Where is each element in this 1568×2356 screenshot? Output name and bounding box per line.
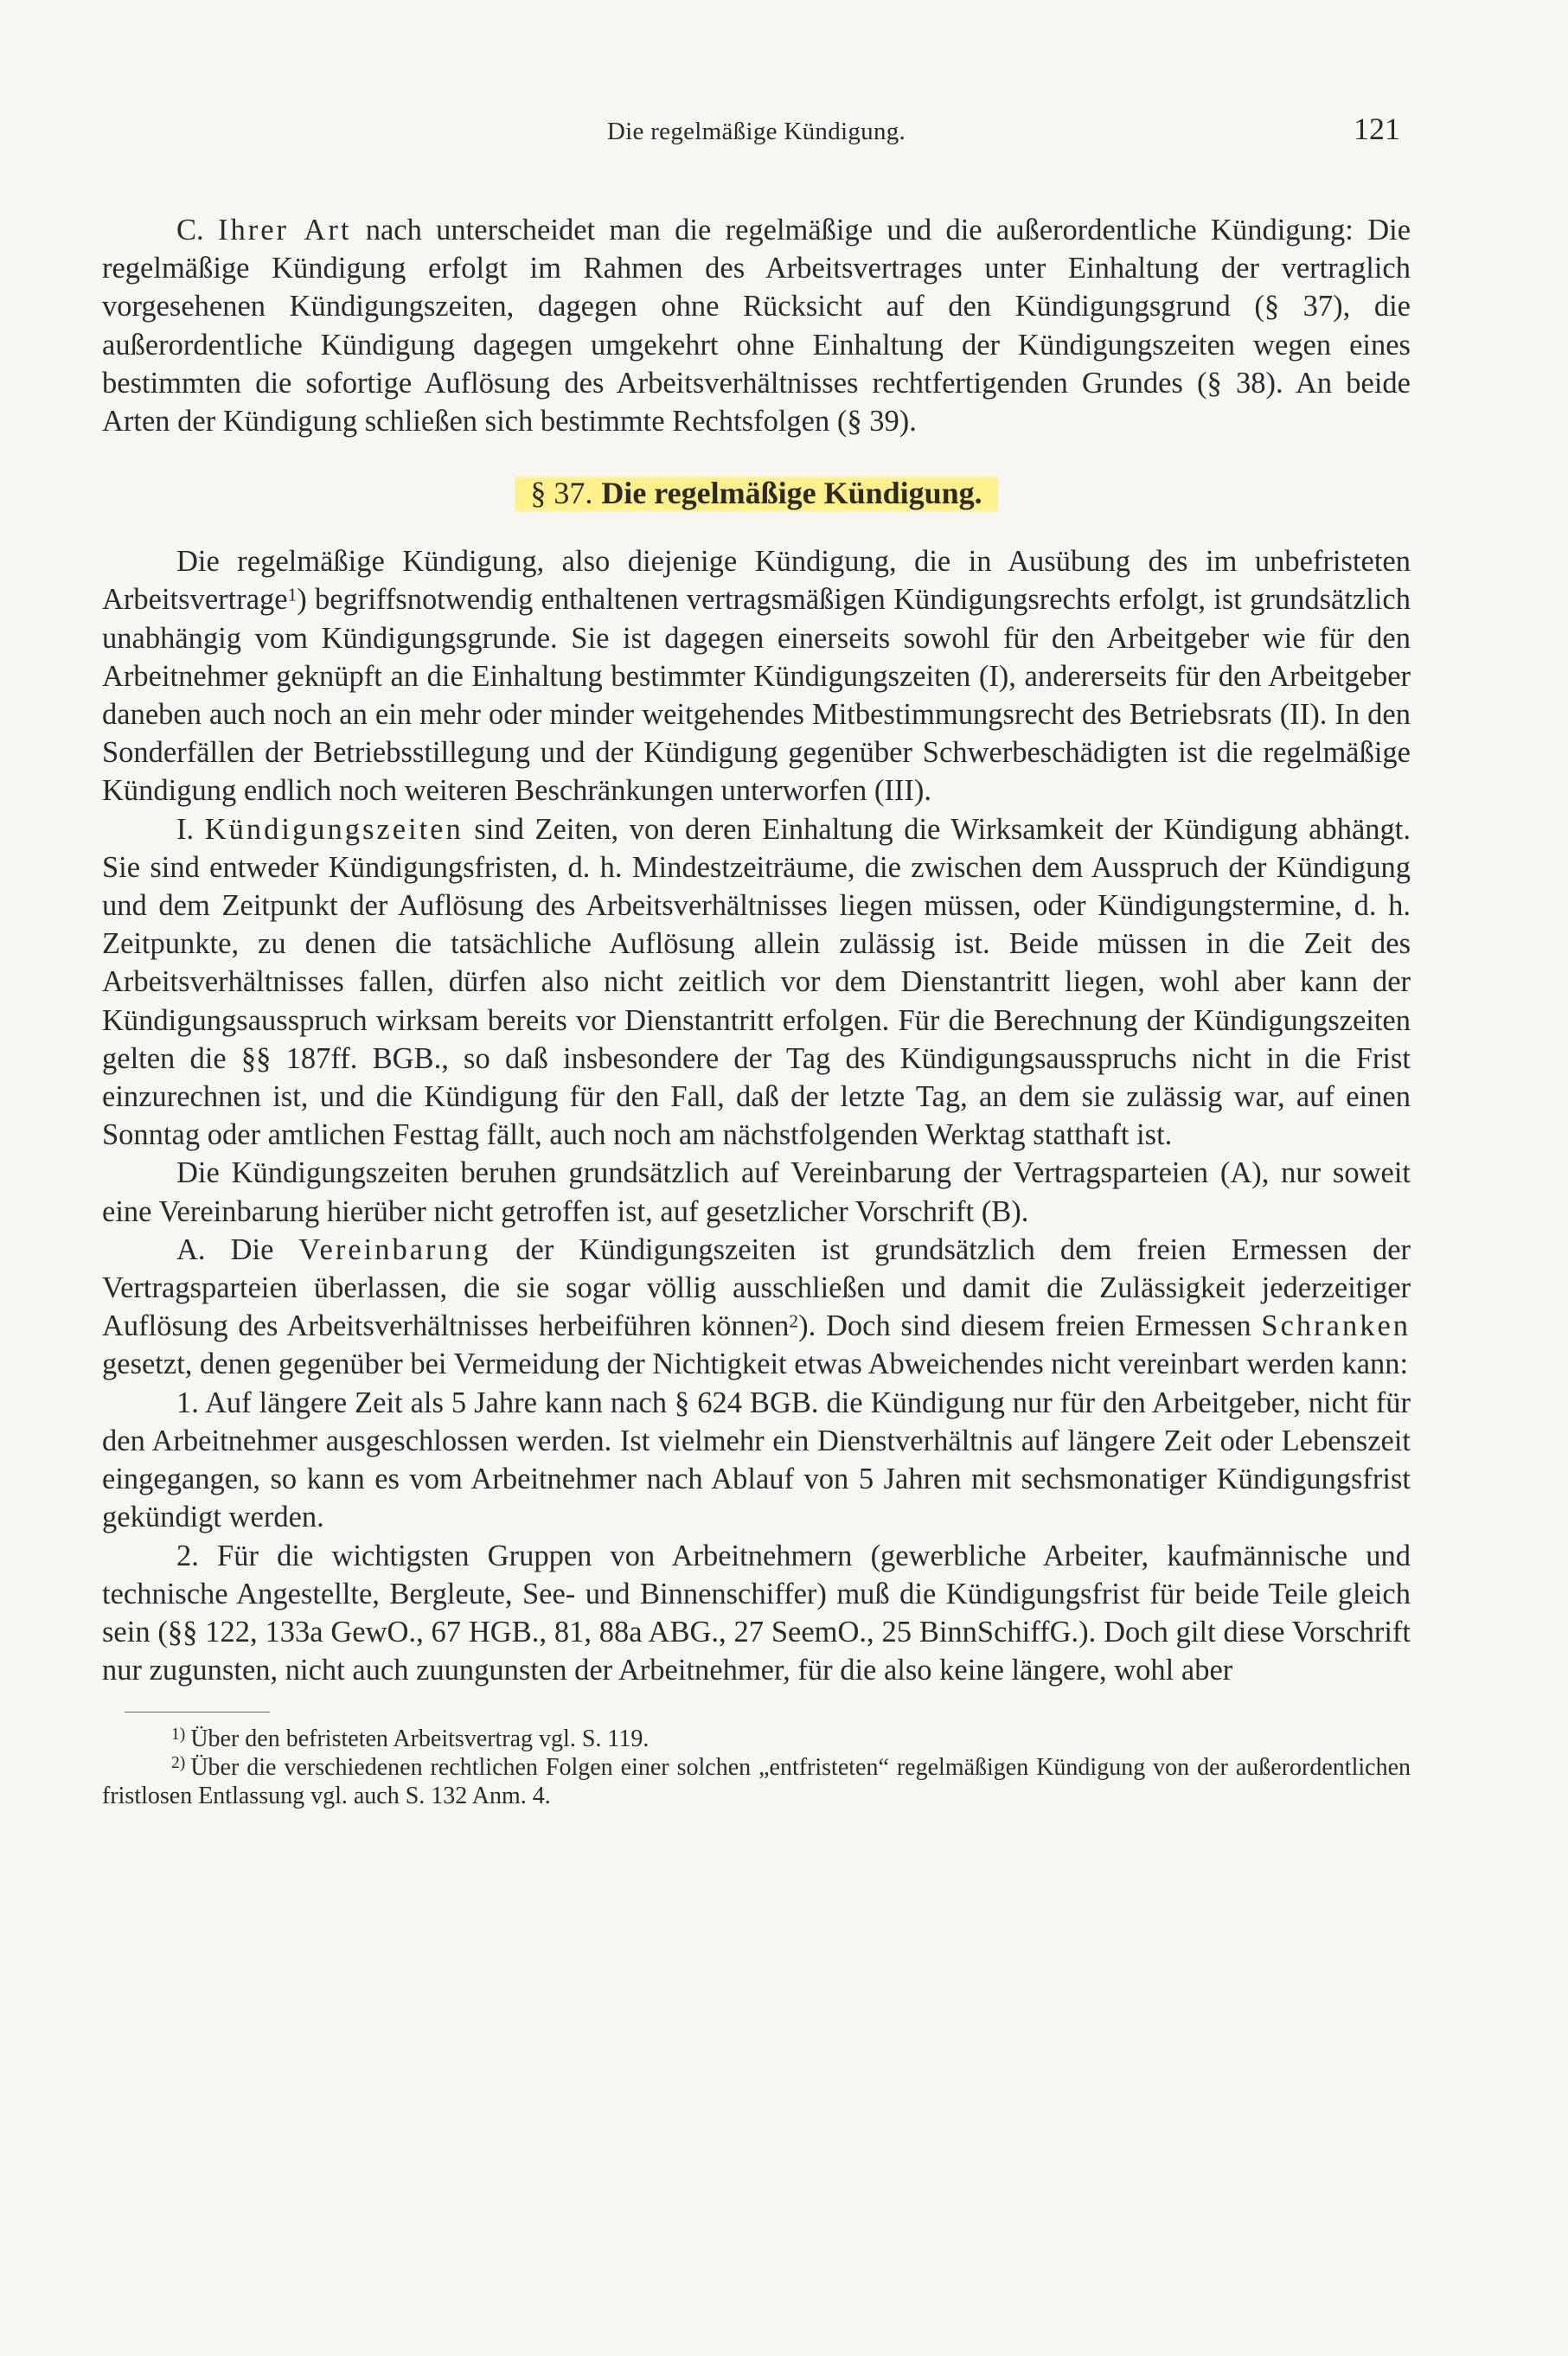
footnote-mark: 1) (171, 1725, 186, 1745)
paragraph-text: Die regelmäßige Kündigung, also diejenige Kündigung, die in Ausübung des im unbefristeten Arbeitsvertrage (102, 545, 1411, 617)
spaced-term-vereinbarung: Vereinbarung (298, 1232, 491, 1266)
footnote-divider (125, 1712, 270, 1713)
paragraph-regular-termination (102, 542, 1411, 810)
section-heading (102, 475, 1411, 511)
paragraph-text: gesetzt, denen gegenüber bei Vermeidung der Nichtigkeit etwas Abweichendes nicht vereinbart werden kann: (102, 1348, 1409, 1381)
section-number: § 37. (530, 476, 593, 511)
paragraph-label: I. (176, 812, 195, 846)
paragraph-item-2 (102, 1537, 1411, 1690)
footnote-text: Über die verschiedenen rechtlichen Folgen einer solchen „entfristeten“ regelmäßigen Kündigung von der außerordentlichen fristlosen Entlassung vgl. auch S. 132 Anm. 4. (102, 1754, 1411, 1810)
section-highlight (515, 471, 997, 515)
footnote-text: Über den befristeten Arbeitsvertrag vgl. S. 119. (190, 1725, 650, 1753)
running-title: Die regelmäßige Kündigung. (606, 118, 906, 145)
paragraph-text: der Kündigungszeiten ist grundsätzlich dem freien Ermessen der Vertragsparteien überlassen, die sie sogar völlig ausschließen und damit die Zulässigkeit jederzeitiger Auflösung des Arbeitsverhältnisses herbeiführen können (102, 1232, 1411, 1343)
section-title: Die regelmäßige Kündigung. (601, 476, 982, 511)
footnote-2 (102, 1753, 1411, 1810)
footnote-ref-1[interactable]: 1 (287, 584, 298, 605)
paragraph-text: 2. Für die wichtigsten Gruppen von Arbeitnehmern (gewerbliche Arbeiter, kaufmännische und technische Angestellte, Bergleute, See- und Binnenschiffer) muß die Kündigungsfrist für beide Teile gleich sein (§§ 122, 133a GewO., 67 HGB., 81, 88a ABG., 27 SeemO., 25 BinnSchiffG.). Doch gilt diese Vorschrift nur zugunsten, nicht auch zuungunsten der Arbeitnehmer, für die also keine längere, wohl aber (102, 1539, 1411, 1687)
paragraph-label: A. Die (176, 1232, 274, 1266)
paragraph-agreement (102, 1231, 1411, 1384)
spaced-term-schranken: Schranken (1261, 1309, 1411, 1343)
paragraph-text: Die Kündigungszeiten beruhen grundsätzlich auf Vereinbarung der Vertragsparteien (A), nur soweit eine Vereinbarung hierüber nicht getroffen ist, auf gesetzlicher Vorschrift (B). (102, 1156, 1411, 1228)
intro-spaced-term: Ihrer Art (217, 214, 352, 246)
running-header (102, 111, 1411, 154)
intro-label: C. (176, 214, 204, 246)
paragraph-text: 1. Auf längere Zeit als 5 Jahre kann nach § 624 BGB. die Kündigung nur für den Arbeitgeber, nicht für den Arbeitnehmer ausgeschlossen werden. Ist vielmehr ein Dienstverhältnis auf längere Zeit oder Lebenszeit eingegangen, so kann es vom Arbeitnehmer nach Ablauf von 5 Jahren mit sechsmonatiger Kündigungsfrist gekündigt werden. (102, 1386, 1411, 1534)
intro-text: nach unterscheidet man die regelmäßige und die außerordentliche Kündigung: Die regelmäßige Kündigung erfolgt im Rahmen des Arbeitsvertrages unter Einhaltung der vertraglich vorgesehenen Kündigungszeiten, dagegen ohne Rücksicht auf den Kündigungsgrund (§ 37), die außerordentliche Kündigung dagegen umgekehrt ohne Einhaltung der Kündigungszeiten wegen eines bestimmten die sofortige Auflösung des Arbeitsverhältnisses rechtfertigenden Grundes (§ 38). An beide Arten der Kündigung schließen sich bestimmte Rechtsfolgen (§ 39). (102, 214, 1411, 439)
spaced-term-kuendigungszeiten: Kündigungszeiten (204, 812, 464, 846)
footnote-1 (102, 1725, 1411, 1753)
paragraph-text: ). Doch sind diesem freien Ermessen (798, 1309, 1262, 1343)
intro-paragraph (102, 211, 1411, 440)
paragraph-notice-periods (102, 810, 1411, 1155)
paragraph-text: sind Zeiten, von deren Einhaltung die Wirksamkeit der Kündigung abhängt. Sie sind entweder Kündigungsfristen, d. h. Mindestzeiträume, die zwischen dem Ausspruch der Kündigung und dem Zeitpunkt der Auflösung des Arbeitsverhältnisses liegen müssen, oder Kündigungstermine, d. h. Zeitpunkte, zu denen die tatsächliche Auflösung allein zulässig ist. Beide müssen in die Zeit des Arbeitsverhältnisses fallen, dürfen also nicht zeitlich vor dem Dienstantritt liegen, wohl aber kann der Kündigungsausspruch wirksam bereits vor Dienstantritt erfolgen. Für die Berechnung der Kündigungszeiten gelten die §§ 187ff. BGB., so daß insbesondere der Tag des Kündigungsausspruchs nicht in die Frist einzurechnen ist, und die Kündigung für den Fall, daß der letzte Tag, an dem sie zulässig war, auf einen Sonntag oder amtlichen Festtag fällt, auch noch am nächstfolgenden Werktag statthaft ist. (102, 812, 1411, 1152)
paragraph-item-1 (102, 1384, 1411, 1537)
paragraph-agreement-basis (102, 1154, 1411, 1230)
footnote-mark: 2) (171, 1754, 186, 1773)
page-number: 121 (1354, 112, 1400, 146)
footnote-ref-2[interactable]: 2 (789, 1310, 799, 1332)
paragraph-text: ) begriffsnotwendig enthaltenen vertragsmäßigen Kündigungsrechts erfolgt, ist grundsätzlich unabhängig vom Kündigungsgrunde. Sie ist dagegen einerseits sowohl für den Arbeitgeber wie für den Arbeitnehmer geknüpft an die Einhaltung bestimmter Kündigungszeiten (I), andererseits für den Arbeitgeber daneben auch noch an ein mehr oder minder weitgehendes Mitbestimmungsrecht des Betriebsrats (II). In den Sonderfällen der Betriebsstillegung und der Kündigung gegenüber Schwerbeschädigten ist die regelmäßige Kündigung endlich noch weiteren Beschränkungen unterworfen (III). (102, 583, 1411, 808)
